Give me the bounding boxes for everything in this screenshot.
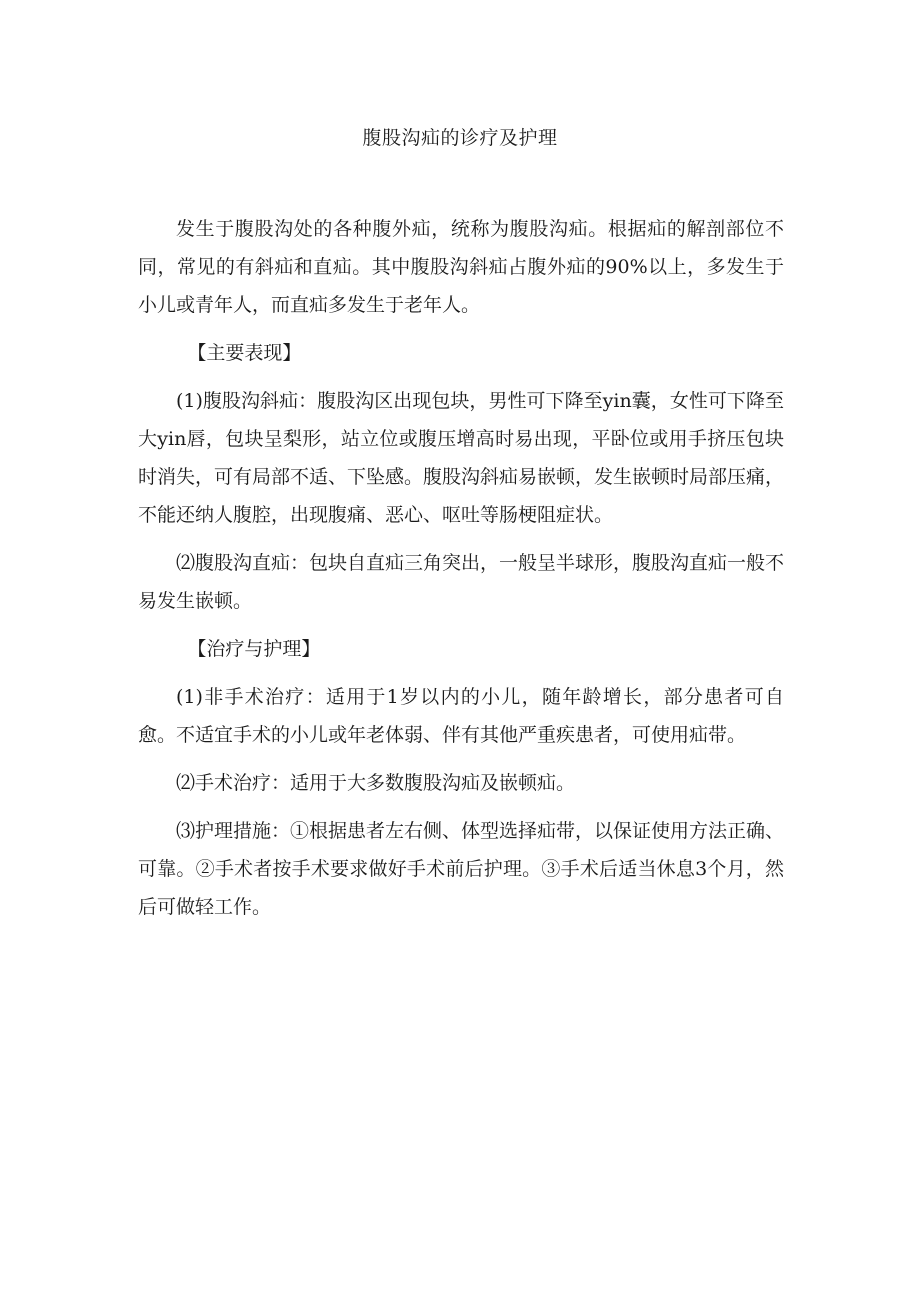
paragraph-surgical-treatment: ⑵手术治疗：适用于大多数腹股沟疝及嵌顿疝。 (176, 772, 576, 794)
paragraph-direct-hernia: ⑵腹股沟直疝：包块自直疝三角突出，一般呈半球形，腹股沟直疝一般不易发生嵌顿。 (138, 552, 785, 612)
section-heading-treatment-care: 【治疗与护理】 (187, 638, 321, 660)
intro-paragraph: 发生于腹股沟处的各种腹外疝，统称为腹股沟疝。根据疝的解剖部位不同，常见的有斜疝和直疝。其中腹股沟斜疝占腹外疝的90%以上，多发生于小儿或青年人，而直疝多发生于老年人。 (138, 218, 784, 316)
document-body (138, 210, 784, 936)
paragraph-nonsurgical-treatment: (1)非手术治疗：适用于1岁以内的小儿，随年龄增长，部分患者可自愈。不适宜手术的小儿或年老体弱、伴有其他严重疾患者，可使用疝带。 (138, 686, 784, 746)
section-heading-main-symptoms: 【主要表现】 (187, 342, 302, 364)
paragraph-oblique-hernia: (1)腹股沟斜疝：腹股沟区出现包块，男性可下降至yin囊，女性可下降至大yin唇，包块呈梨形，站立位或腹压增高时易出现，平卧位或用手挤压包块时消失，可有局部不适、下坠感。腹股沟斜疝易嵌顿，发生嵌顿时局部压痛，不能还纳人腹腔，出现腹痛、恶心、呕吐等肠梗阻症状。 (138, 390, 785, 526)
document-title: 腹股沟疝的诊疗及护理 (362, 127, 558, 149)
paragraph-nursing-measures: ⑶护理措施：①根据患者左右侧、体型选择疝带，以保证使用方法正确、可靠。②手术者按手术要求做好手术前后护理。③手术后适当休息3个月，然后可做轻工作。 (138, 820, 785, 918)
